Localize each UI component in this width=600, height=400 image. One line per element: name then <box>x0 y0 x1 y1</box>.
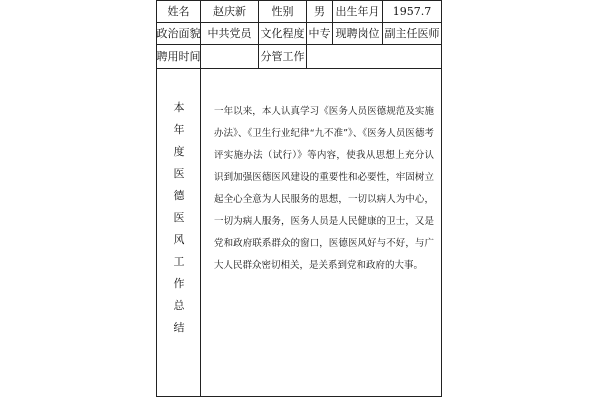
section-title-char: 风 <box>173 233 185 246</box>
section-title-char: 总 <box>173 299 185 312</box>
value-work <box>307 45 441 69</box>
value-birth: 1957.7 <box>383 1 441 23</box>
value-politics: 中共党员 <box>201 23 259 45</box>
section-title-char: 作 <box>173 277 185 290</box>
section-title-char: 工 <box>173 255 185 268</box>
section-title-char: 度 <box>173 145 185 158</box>
label-gender: 性别 <box>259 1 307 23</box>
section-title-char: 德 <box>173 189 185 202</box>
label-work: 分管工作 <box>259 45 307 69</box>
label-politics: 政治面貌 <box>157 23 201 45</box>
label-post: 现聘岗位 <box>333 23 383 45</box>
section-title-vertical <box>157 69 201 396</box>
value-hire-time <box>201 45 259 69</box>
label-education: 文化程度 <box>259 23 307 45</box>
value-name: 赵庆新 <box>201 1 259 23</box>
value-education: 中专 <box>307 23 333 45</box>
section-title-char: 结 <box>173 321 185 334</box>
label-name: 姓名 <box>157 1 201 23</box>
profile-form-table <box>156 0 442 397</box>
section-title-char: 年 <box>173 123 185 136</box>
label-birth: 出生年月 <box>333 1 383 23</box>
annual-summary-text: 一年以来，本人认真学习《医务人员医德规范及实施办法》、《卫生行业纪律“九不准”》、《医务人员医德考评实施办法（试行）》等内容，使我从思想上充分认识到加强医德医风建设的重要性和必要性，牢固树立起全心全意为人民服务的思想，一切以病人为中心，一切为病人服务，医务人员是人民健康的卫士，又是党和政府联系群众的窗口，医德医风好与不好，与广大人民群众密切相关，是关系到党和政府的大事。 <box>214 106 434 271</box>
section-title-char: 医 <box>173 211 185 224</box>
value-post: 副主任医师 <box>383 23 441 45</box>
section-title-char: 本 <box>173 101 185 114</box>
section-title-char: 医 <box>173 167 185 180</box>
value-gender: 男 <box>307 1 333 23</box>
label-hire-time: 聘用时间 <box>157 45 201 69</box>
